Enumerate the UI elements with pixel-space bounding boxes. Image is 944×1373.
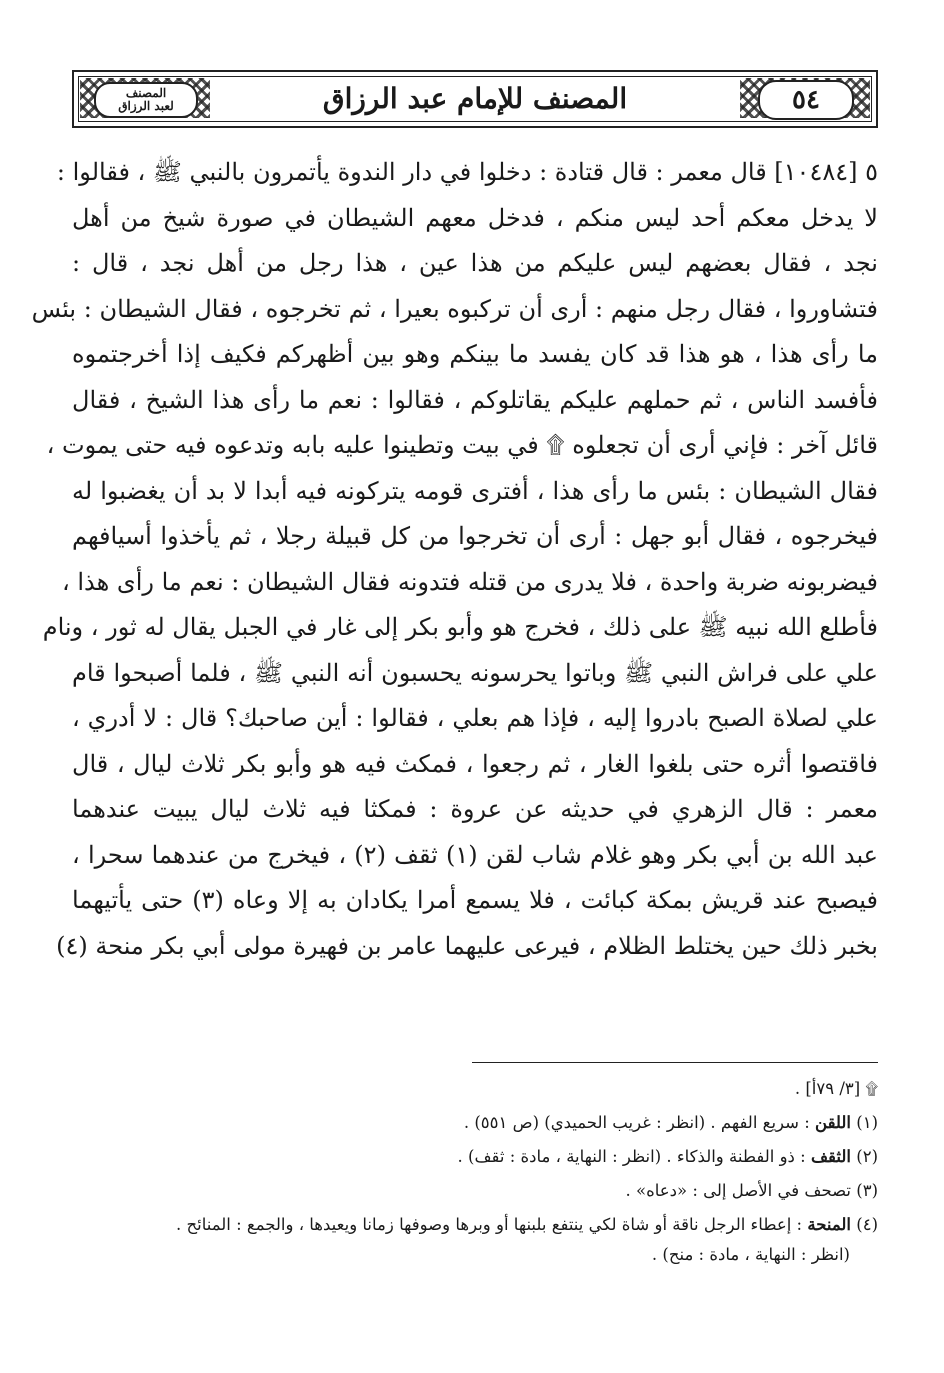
footnote-3: [72, 1174, 878, 1208]
footnote-separator: [472, 1062, 878, 1063]
text-line: فأفسد الناس ، ثم حملهم عليكم يقاتلوكم ، فقالوا : نعم ما رأى هذا الشيخ ، فقال: [72, 385, 878, 414]
text-line: ما رأى هذا ، هو هذا قد كان يفسد ما بينكم وهو بين أظهركم فكيف إذا أخرجتموه: [72, 340, 878, 368]
footnote-text: تصحف في الأصل إلى : «دعاه» .: [625, 1181, 851, 1200]
text-line: علي لصلاة الصبح بادروا إليه ، فإذا هم بعلي ، فقالوا : أين صاحبك؟ قال : لا أدري ،: [72, 704, 878, 732]
text-line: عبد الله بن أبي بكر وهو غلام شاب لقن (١) ثقف (٢) ، فيخرج من عندهما سحرا ،: [72, 840, 879, 869]
book-seal: [94, 82, 198, 118]
text-line: معمر : قال الزهري في حديثه عن عروة : فمكثا فيه ثلاث ليال يبيت عندهما: [72, 795, 878, 823]
text-line: فقال الشيطان : بئس ما رأى هذا ، أفترى قومه يتركونه فيه أبدا لا بد أن يغضبوا له: [72, 476, 878, 505]
text-line: لا يدخل معكم أحد ليس منكم ، فدخل معهم الشيطان في صورة شيخ من أهل: [72, 203, 878, 232]
footnote-term: المنحة: [807, 1215, 851, 1234]
footnote-4-continuation: (انظر : النهاية ، مادة : منح) .: [651, 1245, 850, 1264]
page-number: ٥٤: [758, 80, 854, 120]
footnote-2: [72, 1140, 878, 1174]
seal-line-2: لعبد الرزاق: [118, 99, 174, 113]
text-line: علي على فراش النبي ﷺ وباتوا يحرسونه يحسبون أنه النبي ﷺ ، فلما أصبحوا قام: [72, 658, 878, 687]
text-line: فيضربونه ضربة واحدة ، فلا يدرى من قتله فتدونه فقال الشيطان : نعم ما رأى هذا ،: [62, 567, 878, 596]
footnote-number: (٣): [856, 1181, 878, 1200]
page-reference: ۩ [٣/ ٧٩أ] .: [794, 1079, 878, 1098]
text-line: فتشاوروا ، فقال رجل منهم : أرى أن تركبوه بعيرا ، ثم تخرجوه ، فقال الشيطان : بئس: [31, 294, 878, 323]
text-line: فيخرجوه ، فقال أبو جهل : أرى أن تخرجوا من كل قبيلة رجلا ، ثم يأخذوا أسيافهم: [72, 522, 878, 550]
book-title: المصنف للإمام عبد الرزاق: [322, 81, 628, 115]
main-text: [31, 150, 879, 969]
footnote-number: (١): [856, 1113, 878, 1132]
text-line: نجد ، فقال بعضهم ليس عليكم من هذا عين ، هذا رجل من أهل نجد ، قال :: [72, 249, 878, 277]
text-line: فيصبح عند قريش بمكة كبائت ، فلا يسمع أمرا يكادان به إلا وعاه (٣) حتى يأتيهما: [72, 886, 878, 914]
text-line: بخبر ذلك حين يختلط الظلام ، فيرعى عليهما عامر بن فهيرة مولى أبي بكر منحة (٤): [56, 931, 878, 960]
footnote-1: [72, 1106, 878, 1140]
text-line: فاقتصوا أثره حتى بلغوا الغار ، ثم رجعوا ، فمكث فيه هو وأبو بكر ثلاث ليال ، قال: [72, 749, 878, 778]
footnote-4: [72, 1208, 878, 1242]
text-line: فأطلع الله نبيه ﷺ على ذلك ، فخرج هو وأبو بكر إلى غار في الجبل يقال له ثور ، ونام: [42, 613, 878, 641]
footnote-text: : سريع الفهم . (انظر : غريب الحميدي) (ص ٥٥١) .: [463, 1113, 810, 1132]
text-line: ٥ [١٠٤٨٤] قال معمر : قال قتادة : دخلوا في دار الندوة يأتمرون بالنبي ﷺ ، فقالوا :: [56, 158, 878, 186]
running-header: [72, 70, 878, 128]
footnote-term: الثقف: [810, 1147, 851, 1166]
seal-line-1: المصنف: [125, 86, 167, 100]
text-line: قائل آخر : فإني أرى أن تجعلوه ۩ في بيت وتطينوا عليه بابه وتدعوه فيه حتى يموت ،: [46, 431, 878, 459]
footnote-text: : ذو الفطنة والذكاء . (انظر : النهاية ، مادة : ثقف) .: [457, 1147, 806, 1166]
footnote-text: : إعطاء الرجل ناقة أو شاة لكي ينتفع بلبنها أو وبرها وصوفها زمانا ويعيدها ، والجمع : المنائح .: [175, 1215, 803, 1234]
footnote-number: (٤): [856, 1215, 878, 1234]
footnote-number: (٢): [856, 1147, 878, 1166]
footnote-term: اللقن: [815, 1113, 851, 1132]
footnotes: [72, 1072, 878, 1272]
